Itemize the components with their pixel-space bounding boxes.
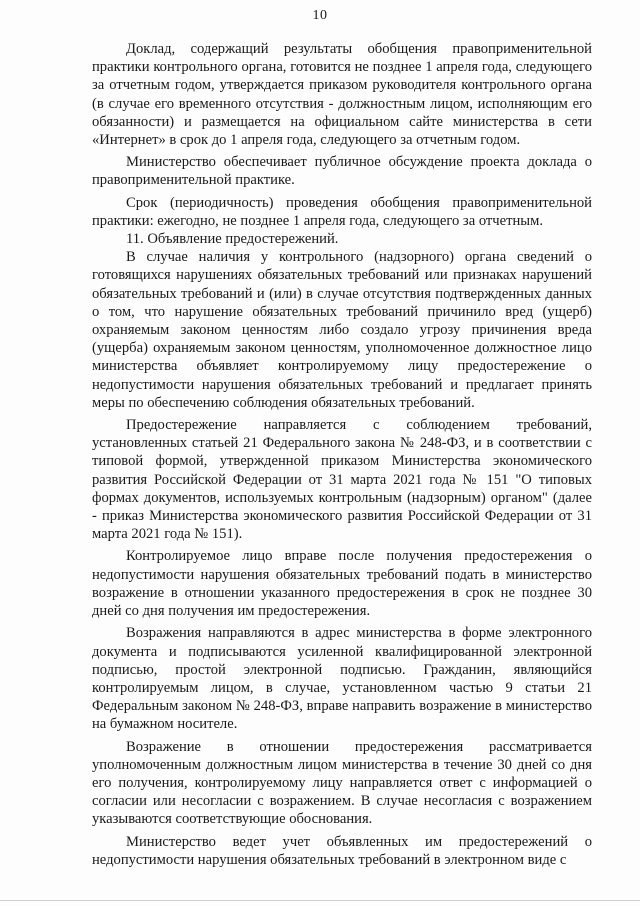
paragraph-objection-submission: Возражения направляются в адрес министерства в форме электронного документа и подписываются усиленной квалифицированной электронной подписью, простой электронной подписью. Гражданин, являющийся контролируемым лицом, в случае, установленном частью 9 статьи 21 Федеральным законом № 248-ФЗ, вправе направить возражение в министерство на бумажном носителе. (92, 625, 592, 733)
paragraph-warning-records: Министерство ведет учет объявленных им предостережений о недопустимости нарушения обязательных требований в электронном виде с (92, 833, 592, 868)
paragraph-public-discussion: Министерство обеспечивает публичное обсуждение проекта доклада о правоприменительной практике. (92, 154, 592, 189)
document-body (92, 40, 592, 869)
paragraph-report: Доклад, содержащий результаты обобщения правоприменительной практики контрольного органа, готовится не позднее 1 апреля года, следующего за отчетным годом, утверждается приказом руководителя контрольного органа (в случае его временного отсутствия - должностным лицом, исполняющим его обязанности) и размещается на официальном сайте министерства в сети «Интернет» в срок до 1 апреля года, следующего за отчетным годом. (92, 41, 592, 149)
paragraph-periodicity: Срок (периодичность) проведения обобщения правоприменительной практики: ежегодно, не позднее 1 апреля года, следующего за отчетным. (92, 194, 592, 229)
paragraph-warning-grounds: В случае наличия у контрольного (надзорного) органа сведений о готовящихся нарушениях обязательных требований или признаках нарушений обязательных требований и (или) в случае отсутствия подтвержденных данных о том, что нарушение обязательных требований причинило вред (ущерб) охраняемым законом ценностям либо создало угрозу причинения вреда (ущерба) охраняемым законом ценностям, уполномоченное должностное лицо министерства объявляет контролируемому лицу предостережение о недопустимости нарушения обязательных требований и предлагает принять меры по обеспечению соблюдения обязательных требований. (92, 249, 592, 411)
paragraph-objection-review: Возражение в отношении предостережения рассматривается уполномоченным должностным лицом министерства в течение 30 дней со дня его получения, контролируемому лицу направляется ответ с информацией о согласии или несогласии с возражением. В случае несогласия с возражением указываются соответствующие обоснования. (92, 738, 592, 828)
page-bottom-edge (0, 900, 640, 901)
page-number: 10 (312, 8, 328, 23)
paragraph-objection-right: Контролируемое лицо вправе после получения предостережения о недопустимости нарушения обязательных требований подать в министерство возражение в отношении указанного предостережения в срок не позднее 30 дней со дня получения им предостережения. (92, 548, 592, 620)
section-heading-warnings: 11. Объявление предостережений. (126, 231, 339, 248)
paragraph-warning-form: Предостережение направляется с соблюдением требований, установленных статьей 21 Федерального закона № 248-ФЗ, и в соответствии с типовой формой, утвержденной приказом Министерства экономического развития Российской Федерации от 31 марта 2021 года № 151 "О типовых формах документов, используемых контрольным (надзорным) органом" (далее - приказ Министерства экономического развития Российской Федерации от 31 марта 2021 года № 151). (92, 417, 592, 543)
